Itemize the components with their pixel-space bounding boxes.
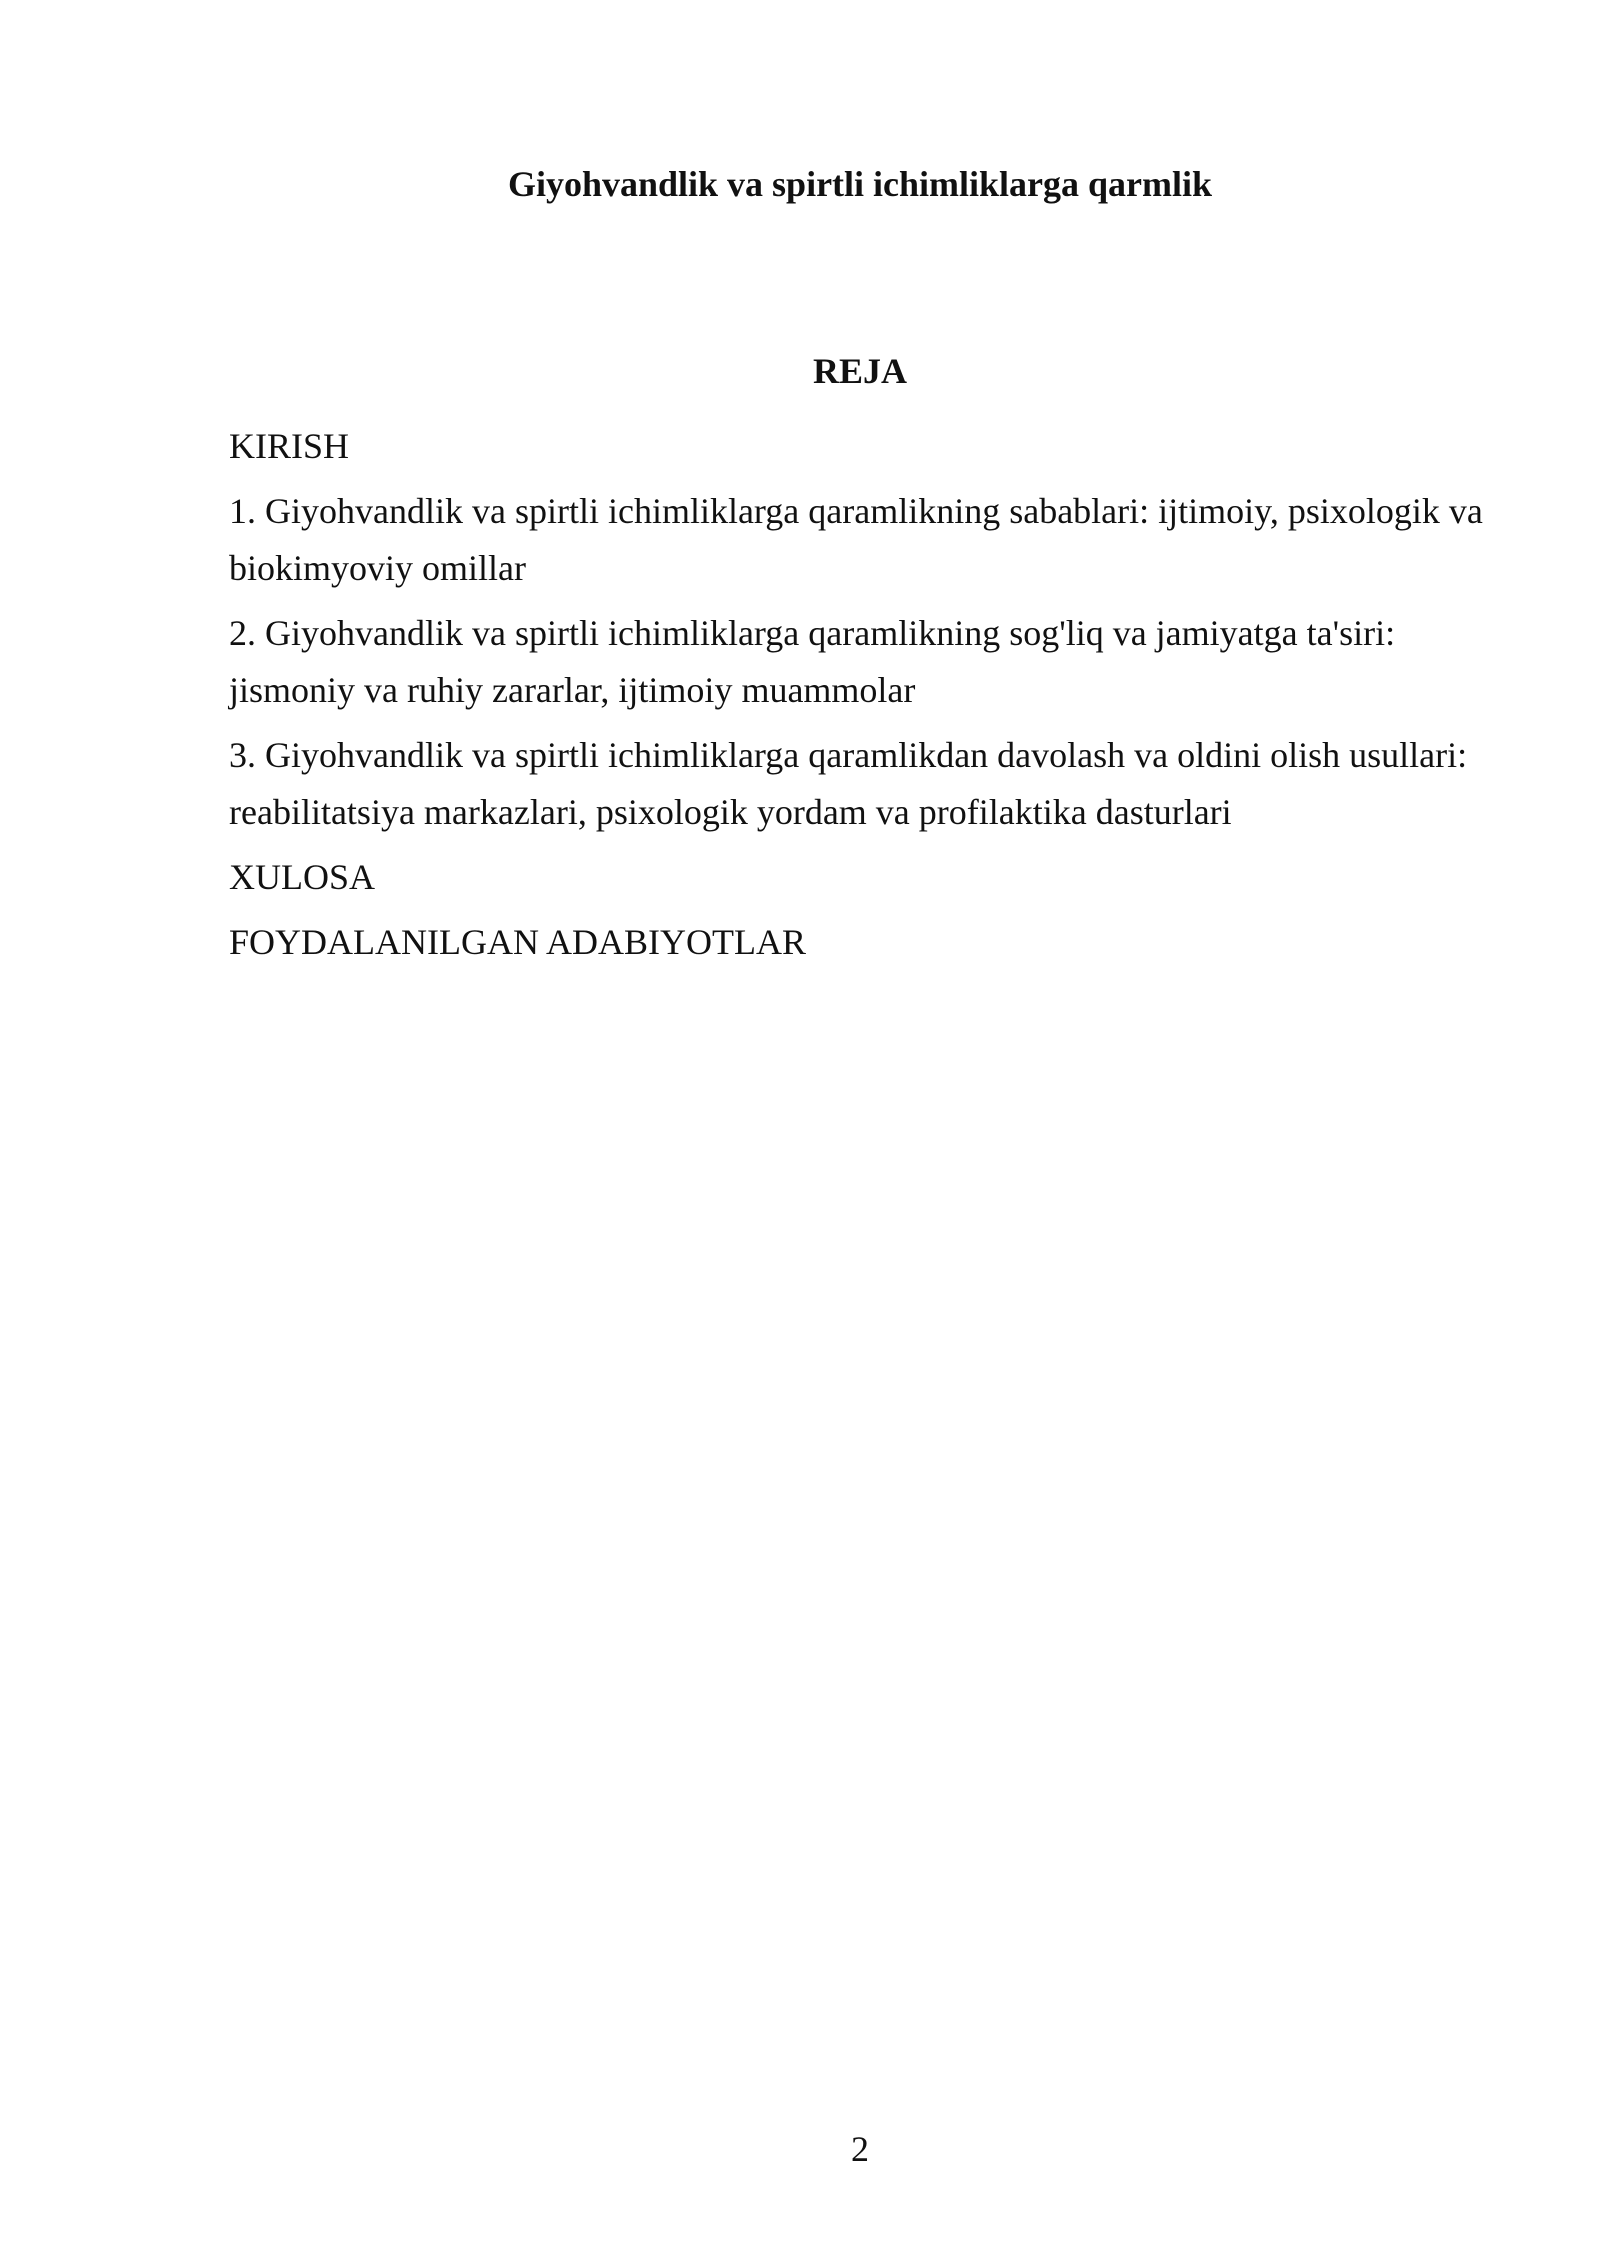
toc-entry-introduction: KIRISH xyxy=(229,426,350,466)
plan-heading: REJA xyxy=(812,351,907,391)
page-number: 2 xyxy=(851,2129,869,2169)
toc-entry-2: 2. Giyohvandlik va spirtli ichimliklarga qaramlikning sog'liq va jamiyatga ta'siri: jismoniy va ruhiy zararlar, ijtimoiy muammolar xyxy=(229,613,1396,710)
toc-entry-references: FOYDALANILGAN ADABIYOTLAR xyxy=(229,922,806,962)
document-title: Giyohvandlik va spirtli ichimliklarga qarmlik xyxy=(507,164,1213,204)
toc-entry-1: 1. Giyohvandlik va spirtli ichimliklarga qaramlikning sabablari: ijtimoiy, psixologik va biokimyoviy omillar xyxy=(229,491,1483,588)
toc-entry-conclusion: XULOSA xyxy=(229,857,376,897)
table-of-contents xyxy=(229,418,1489,979)
toc-entry-3: 3. Giyohvandlik va spirtli ichimliklarga qaramlikdan davolash va oldini olish usullari: reabilitatsiya markazlari, psixologik yordam va profilaktika dasturlari xyxy=(229,735,1468,832)
